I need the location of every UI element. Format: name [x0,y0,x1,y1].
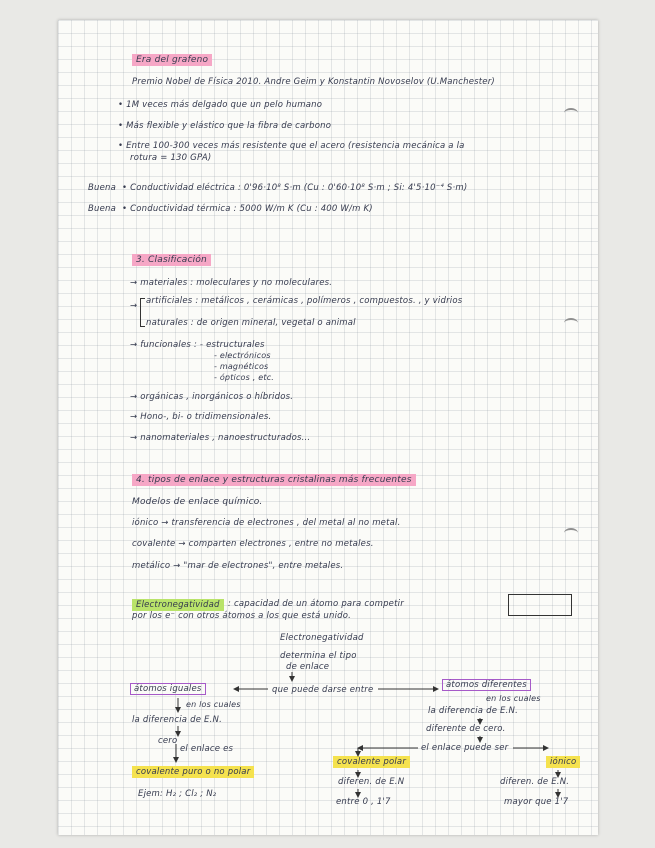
center-node: Electronegatividad [280,633,364,643]
naturales-line: naturales : de origen mineral, vegetal o animal [146,318,356,328]
modelos-line: Modelos de enlace químico. [132,497,263,507]
bullet-delgado: • 1M veces más delgado que un pelo humano [118,100,323,110]
ejemplos-line: Ejem: H₂ ; Cl₂ ; N₂ [138,789,217,799]
margin-note-buena: Buena [88,204,117,214]
func-item: - electrónicos [214,351,271,360]
section-title-grafeno: Era del grafeno [132,54,212,66]
mayor-range: mayor que 1'7 [504,797,569,807]
covalente-line: covalente → comparten electrones , entre no metales. [132,539,374,549]
cero-label: cero [158,736,178,746]
nano-line: → nanomateriales , nanoestructurados... [130,433,311,443]
center-node-line2: determina el tipo [280,651,357,661]
conductividad-electrica: • Conductividad eléctrica : 0'96·10⁸ S·m (Cu : 0'60·10⁸ S·m ; Si: 4'5·10⁻⁴ S·m) [122,183,468,193]
conductividad-termica: • Conductividad térmica : 5000 W/m K (Cu : 400 W/m K) [122,204,373,214]
arrow-marker: → [130,301,138,311]
center-node-line3: de enlace [286,662,330,672]
bullet-flexible: • Más flexible y elástico que la fibra de carbono [118,121,332,131]
el-enlace-puede-ser: el enlace puede ser [421,743,509,753]
nobel-line: Premio Nobel de Física 2010. Andre Geim y Konstantin Novoselov (U.Manchester) [132,77,495,87]
funcionales-line: → funcionales : - estructurales [130,340,265,350]
margin-note-buena: Buena [88,183,117,193]
bullet-resistente: • Entre 100-300 veces más resistente que el acero (resistencia mecánica a la [118,141,465,151]
covalente-polar-label: covalente polar [333,756,410,768]
ionico-line: iónico → transferencia de electrones , del metal al no metal. [132,518,401,528]
metalico-line: metálico → "mar de electrones", entre metales. [132,561,344,571]
que-puede-label: que puede darse entre [272,685,374,695]
func-item: - magnéticos [214,362,269,371]
entre-range: entre 0 , 1'7 [336,797,391,807]
section-title-enlace: 4. tipos de enlace y estructuras cristalinas más frecuentes [132,474,416,486]
diferen-en-left: diferen. de E.N [338,777,405,787]
en-los-cuales-left: en los cuales [186,700,241,709]
diferente-de-cero: diferente de cero. [426,724,506,734]
atomos-iguales-box: átomos iguales [130,683,206,695]
organicas-line: → orgánicas , inorgánicos o híbridos. [130,392,294,402]
diferencia-right: la diferencia de E.N. [428,706,518,716]
notebook-page [58,20,598,835]
atomos-diferentes-box: átomos diferentes [442,679,531,691]
electroneg-def: : capacidad de un átomo para competir [228,599,404,609]
el-enlace-es: el enlace es [180,744,234,754]
en-los-cuales-right: en los cuales [486,694,541,703]
func-item: - ópticos , etc. [214,373,275,382]
electroneg-term: Electronegatividad [132,599,224,611]
artificiales-line: artificiales : metálicos , cerámicas , polímeros , compuestos. , y vidrios [146,296,463,306]
section-title-clasificacion: 3. Clasificación [132,254,211,266]
dimensionales-line: → Hono-, bi- o tridimensionales. [130,412,272,422]
bullet-resistente-cont: rotura = 130 GPA) [130,153,212,163]
diferen-en-right: diferen. de E.N. [500,777,570,787]
materiales-line: → materiales : moleculares y no moleculares. [130,278,333,288]
covalente-puro-label: covalente puro o no polar [132,766,254,778]
ionico-label: iónico [546,756,580,768]
flow-arrows [58,20,598,835]
electroneg-def-cont: por los e⁻ con otros átomos a los que está unido. [132,611,352,621]
diferencia-left: la diferencia de E.N. [132,715,222,725]
